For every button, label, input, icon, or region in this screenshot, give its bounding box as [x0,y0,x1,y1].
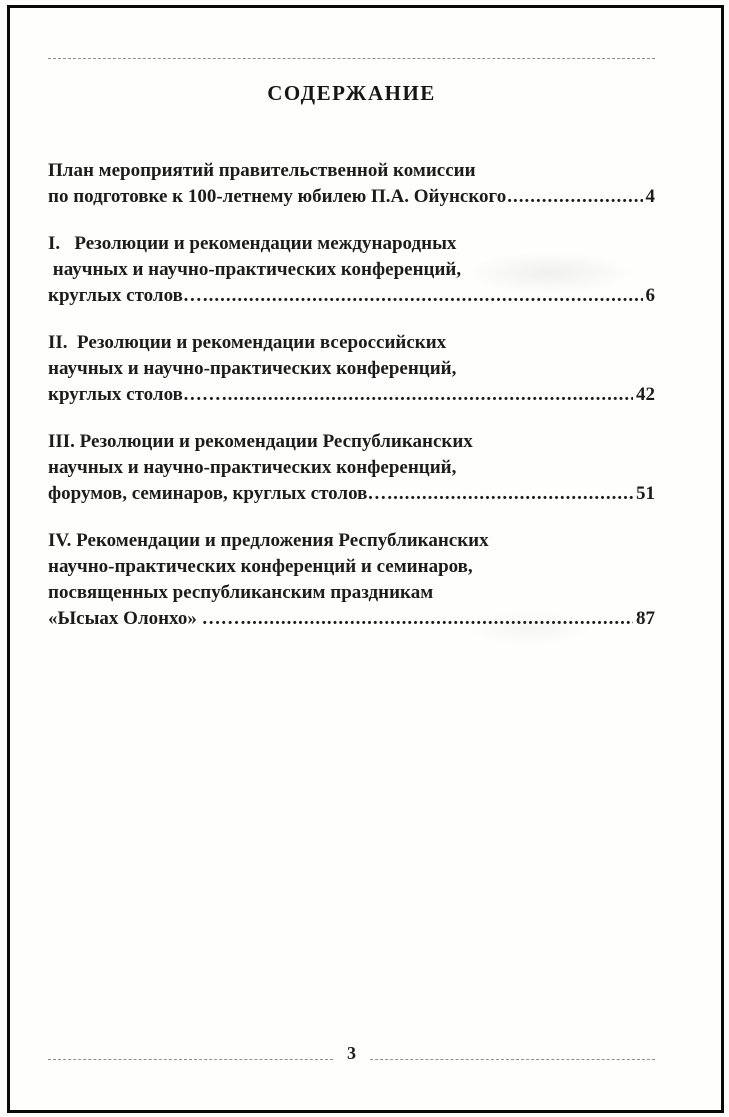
toc-entry-line: научных и научно-практических конференций, [48,358,457,379]
toc-page-number: 42 [636,384,655,405]
footer-page-number: 3 [347,1043,356,1063]
toc-entry-text: круглых столов…… [48,384,221,405]
toc-entry-last-line [48,184,655,210]
toc-entry-text: форумов, семинаров, круглых столов… [48,483,387,504]
toc-entry-line: посвященных республиканским праздникам [48,582,434,603]
toc-page-number: 6 [645,285,655,306]
page-frame [7,5,724,1113]
toc-entry-line: научно-практических конференций и семинаров, [48,556,473,577]
toc-entry-last-line [48,481,655,507]
page-footer [48,1043,655,1068]
dot-leader [222,382,633,408]
toc-entry-line: План мероприятий правительственной комиссии [48,160,476,181]
toc-entry-last-line [48,606,655,632]
page-content [48,8,655,1110]
table-of-contents [48,158,655,632]
toc-entry-line: I. Резолюции и рекомендации международных [48,233,457,254]
page-title: СОДЕРЖАНИЕ [267,81,436,105]
dot-leader [387,481,633,507]
toc-page-number: 4 [645,186,655,207]
toc-entry [48,231,655,309]
toc-entry-line: III. Резолюции и рекомендации Республиканских [48,431,473,452]
toc-entry-line: научных и научно-практических конференций, [48,259,462,280]
dot-leader [203,283,643,309]
toc-entry-last-line [48,382,655,408]
top-rule [48,58,655,59]
toc-entry-last-line [48,283,655,309]
toc-page-number: 87 [636,608,655,629]
toc-entry [48,429,655,507]
dot-leader [241,606,633,632]
toc-entry [48,528,655,632]
toc-entry-line: II. Резолюции и рекомендации всероссийских [48,332,447,353]
toc-entry-line: научных и научно-практических конференций, [48,457,457,478]
footer-rule-right [370,1059,655,1060]
toc-entry-text: круглых столов… [48,285,202,306]
toc-entry-text: по подготовке к 100-летнему юбилею П.А. Ойунского [48,186,507,207]
toc-entry [48,158,655,210]
footer-rule-left [48,1059,333,1060]
toc-entry [48,330,655,408]
toc-entry-line: IV. Рекомендации и предложения Республиканских [48,530,489,551]
toc-entry-text: «Ысыах Олонхо» …… [48,608,240,629]
toc-page-number: 51 [636,483,655,504]
dot-leader [507,184,642,210]
